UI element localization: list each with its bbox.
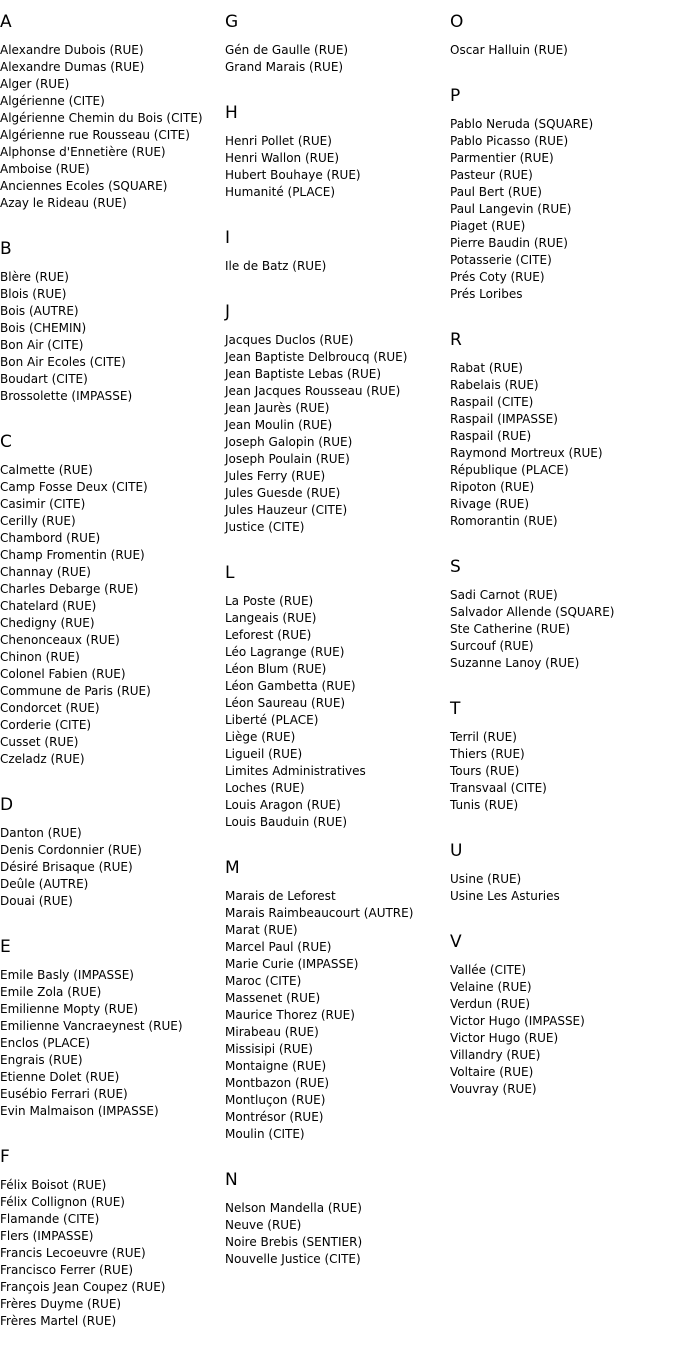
section-letter-heading: O [450, 12, 464, 32]
street-link[interactable]: Vouvray (RUE) [450, 1082, 537, 1096]
street-link[interactable]: Bon Air (CITE) [0, 338, 84, 352]
street-link[interactable]: Raspail (IMPASSE) [450, 412, 558, 426]
section-letter-heading: A [0, 12, 12, 32]
street-link[interactable]: Jules Hauzeur (CITE) [225, 503, 348, 517]
section-letter-heading: D [0, 795, 14, 815]
street-link[interactable]: Vallée (CITE) [450, 963, 527, 977]
street-link[interactable]: Evin Malmaison (IMPASSE) [0, 1104, 159, 1118]
street-link[interactable]: Leforest (RUE) [225, 628, 312, 642]
section-letter-heading: R [450, 330, 462, 350]
street-link[interactable]: Terril (RUE) [450, 730, 517, 744]
street-link[interactable]: Raspail (CITE) [450, 395, 534, 409]
street-link[interactable]: Henri Pollet (RUE) [225, 134, 332, 148]
section-letter-heading: B [0, 239, 12, 259]
street-link[interactable]: Cusset (RUE) [0, 735, 79, 749]
street-link[interactable]: Piaget (RUE) [450, 219, 526, 233]
street-link[interactable]: Condorcet (RUE) [0, 701, 100, 715]
street-link[interactable]: Oscar Halluin (RUE) [450, 43, 568, 57]
street-index-column-3 [450, 12, 672, 1125]
street-link[interactable]: Villandry (RUE) [450, 1048, 541, 1062]
street-link[interactable]: Charles Debarge (RUE) [0, 582, 139, 596]
street-link[interactable]: Emile Zola (RUE) [0, 985, 102, 999]
section-letter-heading: V [450, 932, 462, 952]
street-link[interactable]: Danton (RUE) [0, 826, 82, 840]
section-letter-heading: C [0, 432, 12, 452]
street-link[interactable]: Victor Hugo (RUE) [450, 1031, 559, 1045]
street-link[interactable]: Alexandre Dumas (RUE) [0, 60, 145, 74]
street-link[interactable]: Moulin (CITE) [225, 1127, 305, 1141]
street-link[interactable]: Eusébio Ferrari (RUE) [0, 1087, 128, 1101]
street-link[interactable]: Camp Fosse Deux (CITE) [0, 480, 148, 494]
street-link[interactable]: Prés Loribes [450, 287, 523, 301]
street-link[interactable]: Paul Langevin (RUE) [450, 202, 572, 216]
letter-section-b [0, 239, 222, 405]
street-link[interactable]: Enclos (PLACE) [0, 1036, 91, 1050]
street-link[interactable]: Missisipi (RUE) [225, 1042, 313, 1056]
street-link[interactable]: Limites Administratives [225, 764, 366, 778]
street-link[interactable]: Amboise (RUE) [0, 162, 90, 176]
section-letter-heading: L [225, 563, 235, 583]
street-link[interactable]: Thiers (RUE) [450, 747, 525, 761]
street-link[interactable]: Marais Raimbeaucourt (AUTRE) [225, 906, 414, 920]
street-link[interactable]: Potasserie (CITE) [450, 253, 552, 267]
street-link[interactable]: Paul Bert (RUE) [450, 185, 542, 199]
street-link[interactable]: Jacques Duclos (RUE) [225, 333, 354, 347]
street-link[interactable]: Marat (RUE) [225, 923, 298, 937]
section-letter-heading: U [450, 841, 463, 861]
street-link[interactable]: Brossolette (IMPASSE) [0, 389, 133, 403]
section-letter-heading: M [225, 858, 240, 878]
street-link[interactable]: Liège (RUE) [225, 730, 296, 744]
street-link[interactable]: Suzanne Lanoy (RUE) [450, 656, 580, 670]
street-link[interactable]: Pablo Picasso (RUE) [450, 134, 569, 148]
street-link[interactable]: Massenet (RUE) [225, 991, 321, 1005]
street-link[interactable]: François Jean Coupez (RUE) [0, 1280, 166, 1294]
street-link[interactable]: Surcouf (RUE) [450, 639, 534, 653]
street-link[interactable]: Maroc (CITE) [225, 974, 302, 988]
street-link[interactable]: Henri Wallon (RUE) [225, 151, 340, 165]
street-link[interactable]: Justice (CITE) [225, 520, 305, 534]
street-link[interactable]: Noire Brebis (SENTIER) [225, 1235, 363, 1249]
street-link[interactable]: Alexandre Dubois (RUE) [0, 43, 144, 57]
street-link[interactable]: Léon Saureau (RUE) [225, 696, 346, 710]
street-link[interactable]: Bois (CHEMIN) [0, 321, 87, 335]
street-link[interactable]: Bon Air Ecoles (CITE) [0, 355, 126, 369]
section-letter-heading: J [225, 302, 231, 322]
street-link[interactable]: Marcel Paul (RUE) [225, 940, 332, 954]
street-link[interactable]: Engrais (RUE) [0, 1053, 83, 1067]
street-link[interactable]: Blois (RUE) [0, 287, 67, 301]
street-link[interactable]: Félix Collignon (RUE) [0, 1195, 125, 1209]
street-link[interactable]: Léon Blum (RUE) [225, 662, 327, 676]
street-link[interactable]: Champ Fromentin (RUE) [0, 548, 145, 562]
letter-section-o [450, 12, 672, 59]
street-link[interactable]: Jean Baptiste Delbroucq (RUE) [225, 350, 408, 364]
street-link[interactable]: Chatelard (RUE) [0, 599, 97, 613]
street-link[interactable]: Ligueil (RUE) [225, 747, 303, 761]
street-link[interactable]: Victor Hugo (IMPASSE) [450, 1014, 585, 1028]
street-link[interactable]: Cerilly (RUE) [0, 514, 76, 528]
street-link[interactable]: Alphonse d'Ennetière (RUE) [0, 145, 166, 159]
letter-section-l [225, 563, 447, 831]
street-link[interactable]: Jean Baptiste Lebas (RUE) [225, 367, 382, 381]
letter-section-n [225, 1170, 447, 1268]
street-link[interactable]: Flers (IMPASSE) [0, 1229, 94, 1243]
letter-section-r [450, 330, 672, 530]
letter-section-m [225, 858, 447, 1143]
letter-section-a [0, 12, 222, 212]
street-link[interactable]: Flamande (CITE) [0, 1212, 100, 1226]
street-link[interactable]: Mirabeau (RUE) [225, 1025, 319, 1039]
street-link[interactable]: Czeladz (RUE) [0, 752, 85, 766]
letter-section-f [0, 1147, 222, 1330]
street-link[interactable]: Pierre Baudin (RUE) [450, 236, 568, 250]
street-link[interactable]: Chambord (RUE) [0, 531, 101, 545]
street-link[interactable]: Boudart (CITE) [0, 372, 88, 386]
letter-section-i [225, 228, 447, 275]
street-link[interactable]: Emilienne Vancraeynest (RUE) [0, 1019, 183, 1033]
section-letter-heading: F [0, 1147, 10, 1167]
street-link[interactable]: Casimir (CITE) [0, 497, 86, 511]
street-link[interactable]: Montrésor (RUE) [225, 1110, 324, 1124]
street-link[interactable]: Léo Lagrange (RUE) [225, 645, 345, 659]
street-link[interactable]: Frères Duyme (RUE) [0, 1297, 122, 1311]
street-link[interactable]: Humanité (PLACE) [225, 185, 336, 199]
street-link[interactable]: Grand Marais (RUE) [225, 60, 344, 74]
street-link[interactable]: Romorantin (RUE) [450, 514, 558, 528]
street-link[interactable]: Voltaire (RUE) [450, 1065, 534, 1079]
street-link[interactable]: Jean Moulin (RUE) [225, 418, 333, 432]
street-link[interactable]: Maurice Thorez (RUE) [225, 1008, 355, 1022]
street-link[interactable]: Usine (RUE) [450, 872, 522, 886]
street-link[interactable]: Parmentier (RUE) [450, 151, 554, 165]
street-link[interactable]: Deûle (AUTRE) [0, 877, 89, 891]
street-link[interactable]: Corderie (CITE) [0, 718, 92, 732]
street-link[interactable]: Usine Les Asturies [450, 889, 560, 903]
street-link[interactable]: Tunis (RUE) [450, 798, 519, 812]
street-link[interactable]: Louis Bauduin (RUE) [225, 815, 348, 829]
street-link[interactable]: Tours (RUE) [450, 764, 520, 778]
street-link[interactable]: Montaigne (RUE) [225, 1059, 327, 1073]
street-link[interactable]: Hubert Bouhaye (RUE) [225, 168, 361, 182]
street-link[interactable]: Ripoton (RUE) [450, 480, 535, 494]
street-link[interactable]: Langeais (RUE) [225, 611, 317, 625]
street-link[interactable]: Douai (RUE) [0, 894, 73, 908]
street-link[interactable]: Ile de Batz (RUE) [225, 259, 327, 273]
street-link[interactable]: Salvador Allende (SQUARE) [450, 605, 615, 619]
letter-section-s [450, 557, 672, 672]
street-link[interactable]: Chenonceaux (RUE) [0, 633, 120, 647]
street-link[interactable]: Jean Jaurès (RUE) [225, 401, 330, 415]
street-link[interactable]: Calmette (RUE) [0, 463, 93, 477]
street-link[interactable]: Sadi Carnot (RUE) [450, 588, 558, 602]
street-link[interactable]: Marie Curie (IMPASSE) [225, 957, 359, 971]
street-index-column-1 [0, 12, 222, 1357]
section-letter-heading: S [450, 557, 461, 577]
street-link[interactable]: Colonel Fabien (RUE) [0, 667, 126, 681]
street-link[interactable]: Anciennes Ecoles (SQUARE) [0, 179, 168, 193]
letter-section-j [225, 302, 447, 536]
street-link[interactable]: Azay le Rideau (RUE) [0, 196, 127, 210]
section-letter-heading: E [0, 937, 11, 957]
street-link[interactable]: Blère (RUE) [0, 270, 69, 284]
street-link[interactable]: Emile Basly (IMPASSE) [0, 968, 134, 982]
letter-section-g [225, 12, 447, 76]
street-link[interactable]: Commune de Paris (RUE) [0, 684, 151, 698]
section-letter-heading: H [225, 103, 238, 123]
street-link[interactable]: Verdun (RUE) [450, 997, 531, 1011]
street-link[interactable]: Louis Aragon (RUE) [225, 798, 341, 812]
street-link[interactable]: Montluçon (RUE) [225, 1093, 326, 1107]
letter-section-t [450, 699, 672, 814]
street-link[interactable]: Loches (RUE) [225, 781, 305, 795]
street-link[interactable]: Pablo Neruda (SQUARE) [450, 117, 594, 131]
street-link[interactable]: Rabat (RUE) [450, 361, 523, 375]
street-link[interactable]: Emilienne Mopty (RUE) [0, 1002, 139, 1016]
street-link[interactable]: Rabelais (RUE) [450, 378, 539, 392]
street-link[interactable]: Montbazon (RUE) [225, 1076, 330, 1090]
street-link[interactable]: Francisco Ferrer (RUE) [0, 1263, 134, 1277]
street-link[interactable]: Velaine (RUE) [450, 980, 532, 994]
section-letter-heading: G [225, 12, 239, 32]
street-link[interactable]: Léon Gambetta (RUE) [225, 679, 356, 693]
street-link[interactable]: Raspail (RUE) [450, 429, 532, 443]
street-link[interactable]: Joseph Galopin (RUE) [225, 435, 353, 449]
street-link[interactable]: Liberté (PLACE) [225, 713, 319, 727]
section-letter-heading: I [225, 228, 231, 248]
letter-section-c [0, 432, 222, 768]
street-link[interactable]: Rivage (RUE) [450, 497, 530, 511]
street-link[interactable]: Neuve (RUE) [225, 1218, 302, 1232]
street-link[interactable]: Alger (RUE) [0, 77, 70, 91]
street-link[interactable]: Jean Jacques Rousseau (RUE) [225, 384, 401, 398]
street-link[interactable]: Transvaal (CITE) [450, 781, 547, 795]
street-link[interactable]: Félix Boisot (RUE) [0, 1178, 107, 1192]
letter-section-u [450, 841, 672, 905]
street-link[interactable]: Joseph Poulain (RUE) [225, 452, 350, 466]
letter-section-e [0, 937, 222, 1120]
section-letter-heading: P [450, 86, 461, 106]
section-letter-heading: N [225, 1170, 238, 1190]
street-index-column-2 [225, 12, 447, 1295]
street-link[interactable]: Ste Catherine (RUE) [450, 622, 571, 636]
street-link[interactable]: Algérienne rue Rousseau (CITE) [0, 128, 190, 142]
street-link[interactable]: Pasteur (RUE) [450, 168, 533, 182]
street-link[interactable]: République (PLACE) [450, 463, 569, 477]
street-link[interactable]: Algérienne Chemin du Bois (CITE) [0, 111, 203, 125]
street-link[interactable]: Chinon (RUE) [0, 650, 80, 664]
street-link[interactable]: Marais de Leforest [225, 889, 336, 903]
street-link[interactable]: Chedigny (RUE) [0, 616, 95, 630]
street-link[interactable]: Channay (RUE) [0, 565, 91, 579]
street-link[interactable]: Frères Martel (RUE) [0, 1314, 117, 1328]
street-link[interactable]: Jules Guesde (RUE) [225, 486, 341, 500]
street-link[interactable]: Algérienne (CITE) [0, 94, 105, 108]
letter-section-p [450, 86, 672, 303]
street-link[interactable]: Bois (AUTRE) [0, 304, 79, 318]
street-link[interactable]: Nelson Mandella (RUE) [225, 1201, 362, 1215]
street-link[interactable]: Gén de Gaulle (RUE) [225, 43, 349, 57]
street-link[interactable]: Etienne Dolet (RUE) [0, 1070, 120, 1084]
street-link[interactable]: Francis Lecoeuvre (RUE) [0, 1246, 146, 1260]
section-letter-heading: T [450, 699, 461, 719]
street-link[interactable]: Prés Coty (RUE) [450, 270, 545, 284]
street-link[interactable]: Jules Ferry (RUE) [225, 469, 326, 483]
street-link[interactable]: Nouvelle Justice (CITE) [225, 1252, 361, 1266]
letter-section-v [450, 932, 672, 1098]
letter-section-d [0, 795, 222, 910]
street-link[interactable]: Denis Cordonnier (RUE) [0, 843, 142, 857]
street-link[interactable]: Raymond Mortreux (RUE) [450, 446, 603, 460]
street-link[interactable]: La Poste (RUE) [225, 594, 314, 608]
letter-section-h [225, 103, 447, 201]
street-link[interactable]: Désiré Brisaque (RUE) [0, 860, 133, 874]
